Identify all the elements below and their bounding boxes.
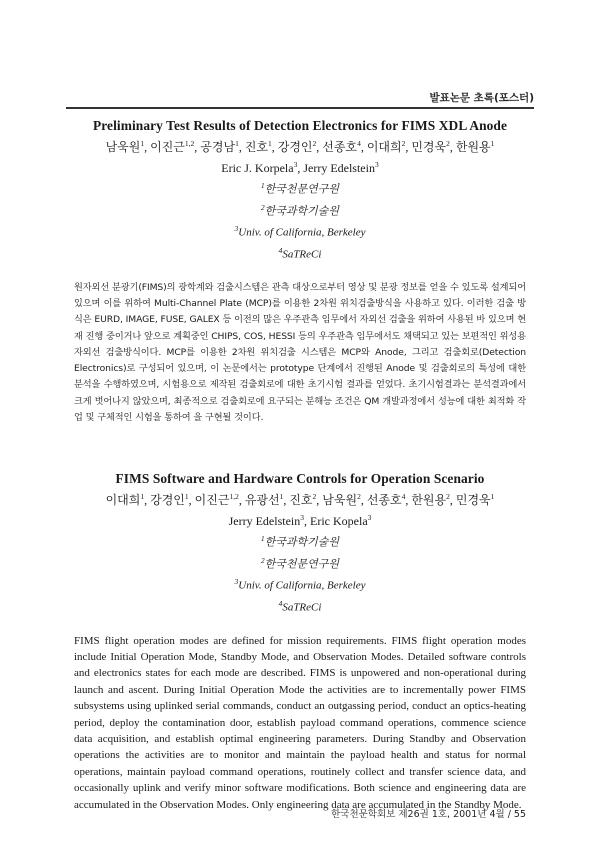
- author-name: Jerry Edelstein: [303, 161, 375, 175]
- affiliation-name: 한국과학기술원: [264, 536, 340, 549]
- abstract-body: 원자외선 분광기(FIMS)의 광학계와 검출시스템은 관측 대상으로부터 영상 및 분광 정보를 얻을 수 있도록 설계되어 있으며 이를 위하여 Multi-Channel Plate (MCP)를 이용한 2차원 위치검출방식을 사용하고 있다. 이러한 검출 방식은 EURD, IMAGE, FUSE, GALEX 등 이전의 많은 우주관측 임무에서 자외선 검출을 위하여 사용된 바 있으며 현재 진행 중이거나 앞으로 계획중인 CHIPS, COS, HESSI 등의 우주관측 임무에서도 채택되고 있는 보편적인 위성용 자외선 검출방식이다. MCP를 이용한 2차원 위치검출 시스템은 MCP와 Anode, 그리고 검출회로(Detection Electronics)로 구성되어 있으며, 이 논문에서는 prototype 단계에서 진행된 Anode 및 검출회로의 특성에 대한 분석을 수행하였으며, 시험용으로 제작된 검출회로에 대한 초기시험 결과를 얻었다. 초기시험결과는 분석결과에서 크게 벗어나지 않았으며, 최종적으로 검출회로에 요구되는 분해능 조건은 QM 개발과정에서 성능에 대한 최적화 작업 및 구체적인 시험을 통하여 을 구현될 것이다.: [74, 281, 526, 423]
- author-name: 공경남: [200, 140, 236, 154]
- author-list-korean: 이대희$^1$, 강경인$^1$, 이진근$^{1,2}$, 유광선$^1$, 진호$^2$, 남욱원$^2$, 선종호$^4$, 한원용$^2$, 민경욱$^1$: [105, 492, 495, 507]
- author-affiliation-mark: 3: [367, 513, 372, 522]
- author-name: Eric Kopela: [310, 514, 368, 528]
- abstract-body: FIMS flight operation modes are defined for mission requirements. FIMS flight operation modes include Initial Operation Mode, Standby Mode, and Observation Modes. Detailed software controls and electronics states for each mode are described. FIMS is unpowered and non-operational during launch and ascent. During Initial Operation Mode the activities are to incrementally power FIMS subsystems using uplinked serial commands, conduct an outgassing period, conduct an optics-heating period, deploy the contamination door, establish payload command operations, commence science data acquisition, and establish optimal engineering parameters. During Standby and Observation operations the activities are to monitor and maintain the payload health and status for normal operations, maintain payload command operations, routinely collect and transfer science data, and occasionally uplink and verify minor software modifications. Both science and engineering data are accumulated in the Observation Modes. Only engineering data are accumulated in the Standby Mode.: [74, 634, 526, 811]
- affiliation-line: [74, 552, 526, 574]
- author-affiliation-mark: 2: [312, 492, 317, 501]
- author-affiliation-mark: 1: [490, 492, 495, 501]
- author-affiliation-mark: 1: [140, 492, 145, 501]
- affiliation-name: SaTReCi: [282, 601, 322, 614]
- author-affiliation-mark: 4: [357, 139, 361, 148]
- abstract-title: Preliminary Test Results of Detection Electronics for FIMS XDL Anode: [92, 118, 508, 133]
- author-name: 한원용: [411, 493, 447, 507]
- abstract-title: FIMS Software and Hardware Controls for Operation Scenario: [115, 471, 485, 486]
- author-affiliation-mark: 1: [268, 139, 272, 148]
- author-affiliation-mark: 2: [312, 139, 317, 148]
- author-affiliation-mark: 2: [357, 492, 361, 501]
- author-affiliation-mark: 1: [235, 139, 239, 148]
- author-affiliation-mark: 1: [279, 492, 284, 501]
- author-name: 선종호: [322, 140, 358, 154]
- affiliation-line: [74, 177, 526, 199]
- affiliation-line: [74, 199, 526, 221]
- affiliation-list: [74, 177, 526, 264]
- affiliation-name: Univ. of California, Berkeley: [238, 226, 366, 239]
- affiliation-number: 1: [260, 534, 265, 543]
- author-affiliation-mark: 2: [401, 139, 406, 148]
- abstract-2: [74, 470, 526, 813]
- affiliation-line: [74, 573, 526, 595]
- author-name: 민경욱: [411, 140, 447, 154]
- author-name: 진호: [244, 140, 268, 154]
- author-name: 강경인: [277, 140, 313, 154]
- author-name: 남욱원: [322, 493, 358, 507]
- author-affiliation-mark: 4: [401, 492, 406, 501]
- section-tag: 발표논문 초록(포스터): [429, 92, 534, 104]
- author-affiliation-mark: 1,2: [184, 139, 195, 148]
- author-name: 이대희: [105, 493, 141, 507]
- affiliation-number: 3: [234, 224, 239, 234]
- author-name: 한원용: [455, 140, 491, 154]
- affiliation-name: 한국천문연구원: [264, 558, 340, 571]
- author-affiliation-mark: 1: [140, 139, 145, 148]
- author-affiliation-mark: 2: [446, 492, 450, 501]
- author-name: Jerry Edelstein: [228, 514, 301, 528]
- author-name: 선종호: [366, 493, 402, 507]
- author-name: 민경욱: [455, 493, 491, 507]
- abstract-1: [74, 117, 526, 426]
- author-list-korean: 남욱원$^1$, 이진근$^{1,2}$, 공경남$^1$, 진호$^1$, 강경인$^2$, 선종호$^4$, 이대희$^2$, 민경욱$^2$, 한원용$^1$: [105, 139, 495, 154]
- affiliation-name: 한국과학기술원: [264, 205, 340, 218]
- author-list-english: Eric J. Korpela$^3$, Jerry Edelstein$^3$: [221, 160, 379, 175]
- author-affiliation-mark: 3: [300, 513, 304, 522]
- affiliation-name: Univ. of California, Berkeley: [238, 579, 366, 592]
- author-affiliation-mark: 3: [374, 160, 379, 169]
- author-affiliation-mark: 1: [184, 492, 189, 501]
- affiliation-name: SaTReCi: [282, 248, 322, 261]
- affiliation-line: [74, 530, 526, 552]
- author-affiliation-mark: 1,2: [229, 492, 239, 501]
- author-name: 이진근: [150, 140, 185, 154]
- header-rule: [66, 107, 534, 109]
- author-name: 이대희: [366, 140, 402, 154]
- author-name: Eric J. Korpela: [221, 161, 294, 175]
- affiliation-number: 4: [278, 598, 283, 608]
- author-name: 강경인: [150, 493, 185, 507]
- author-list-english: Jerry Edelstein$^3$, Eric Kopela$^3$: [228, 513, 372, 528]
- affiliation-number: 4: [278, 245, 283, 255]
- journal-footer: 한국천문학회보 제26권 1호, 2001년 4월 / 55: [331, 809, 526, 820]
- author-affiliation-mark: 3: [293, 160, 298, 169]
- affiliation-number: 2: [260, 202, 265, 212]
- author-affiliation-mark: 2: [446, 139, 450, 148]
- affiliation-name: 한국천문연구원: [264, 183, 340, 196]
- author-name: 진호: [289, 493, 313, 507]
- author-name: 이진근: [194, 493, 230, 507]
- author-name: 남욱원: [105, 140, 141, 154]
- affiliation-number: 1: [260, 181, 265, 190]
- affiliation-list: [74, 530, 526, 617]
- affiliation-line: [74, 595, 526, 617]
- affiliation-line: [74, 220, 526, 242]
- affiliation-number: 3: [234, 577, 239, 587]
- author-affiliation-mark: 1: [490, 139, 495, 148]
- affiliation-number: 2: [260, 555, 265, 565]
- author-name: 유광선: [244, 493, 280, 507]
- affiliation-line: [74, 242, 526, 264]
